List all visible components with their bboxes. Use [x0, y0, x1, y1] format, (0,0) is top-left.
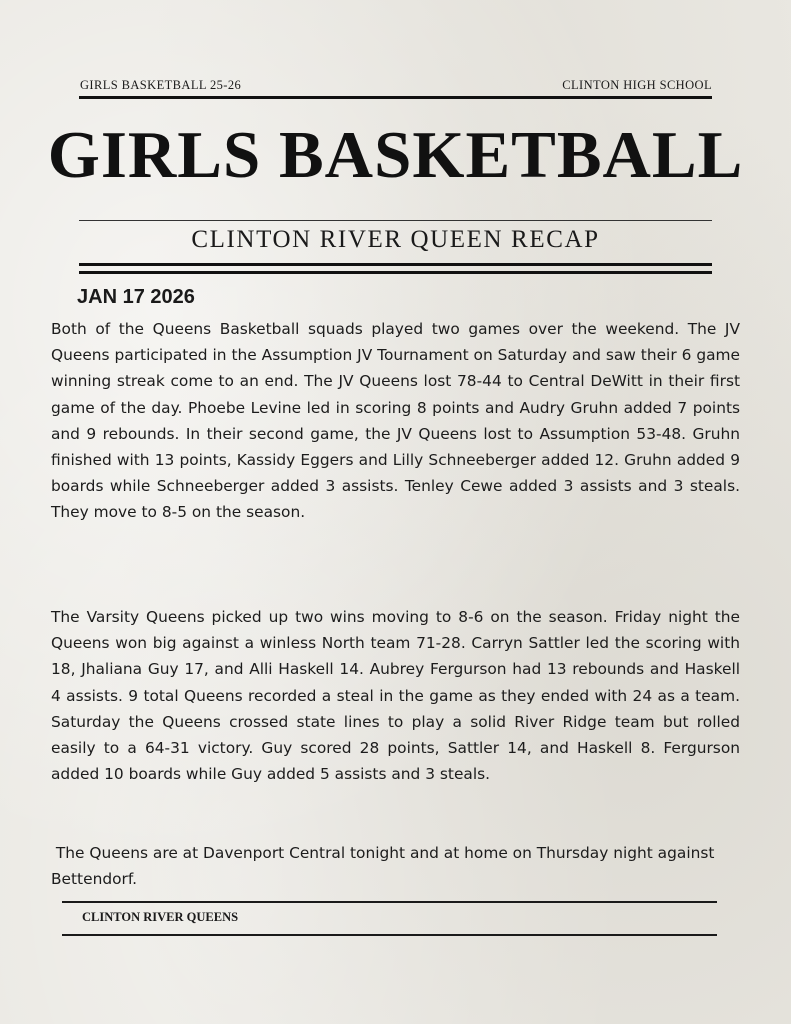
- footer-label: CLINTON RIVER QUEENS: [82, 910, 239, 924]
- article-paragraph-varsity: The Varsity Queens picked up two wins moving to 8-6 on the season. Friday night the Queens won big against a winless North team 71-28. Carryn Sattler led the scoring with 18, Jhaliana Guy 17, and Alli Haskell 14. Aubrey Fergurson had 13 rebounds and Haskell 4 assists. 9 total Queens recorded a steal in the game as they ended with 24 as a team. Saturday the Queens crossed state lines to play a solid River Ridge team but rolled easily to a 64-31 victory. Guy scored 28 points, Sattler 14, and Haskell 8. Fergurson added 10 boards while Guy added 5 assists and 3 steals.: [51, 608, 740, 784]
- article-paragraph-schedule: The Queens are at Davenport Central tonight and at home on Thursday night against Bettendorf.: [51, 844, 720, 889]
- subtitle-bottom-rule: [79, 263, 712, 266]
- header-rule: [79, 96, 712, 99]
- page-subtitle: CLINTON RIVER QUEEN RECAP: [191, 226, 600, 253]
- article-paragraph-jv: Both of the Queens Basketball squads played two games over the weekend. The JV Queens participated in the Assumption JV Tournament on Saturday and saw their 6 game winning streak come to an end. The JV Queens lost 78-44 to Central DeWitt in their first game of the day. Phoebe Levine led in scoring 8 points and Audry Gruhn added 7 points and 9 rebounds. In their second game, the JV Queens lost to Assumption 53-48. Gruhn finished with 13 points, Kassidy Eggers and Lilly Schneeberger added 12. Gruhn added 9 boards while Schneeberger added 3 assists. Tenley Cewe added 3 assists and 3 steals. They move to 8-5 on the season.: [51, 320, 740, 522]
- article-date: JAN 17 2026: [77, 286, 195, 308]
- footer-top-rule: [62, 901, 717, 903]
- masthead-title: GIRLS BASKETBALL: [47, 118, 744, 192]
- subtitle-top-rule: [79, 220, 712, 221]
- school-label: CLINTON HIGH SCHOOL: [562, 78, 712, 92]
- footer-bottom-rule: [62, 934, 717, 936]
- subtitle-bottom-rule-2: [79, 271, 712, 274]
- series-label: GIRLS BASKETBALL 25-26: [80, 78, 242, 92]
